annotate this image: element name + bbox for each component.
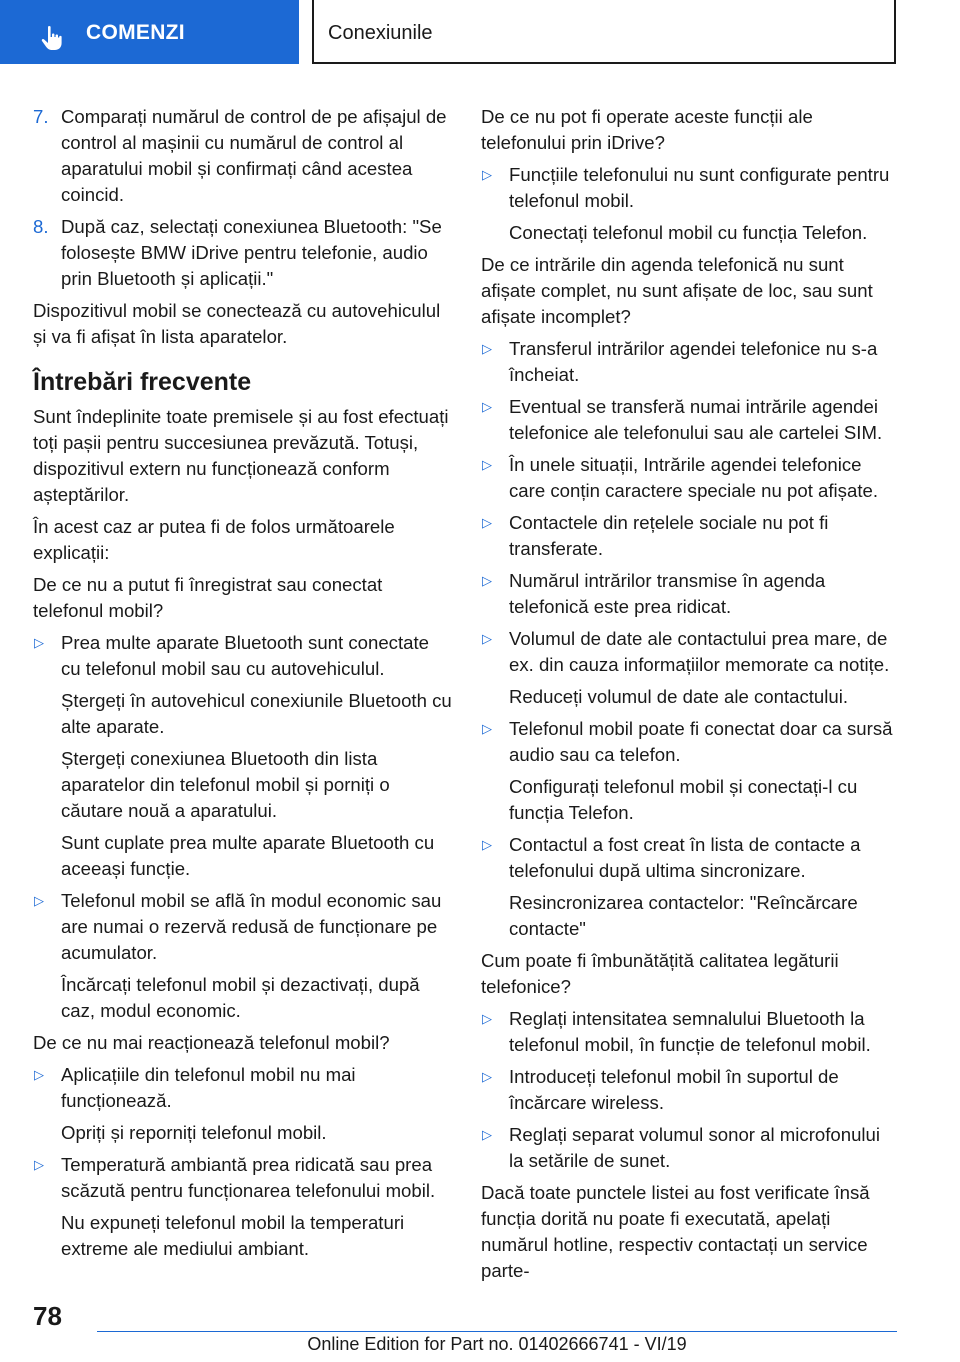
- list-item-text: Contactul a fost creat în lista de contacte a telefonului după ultima sincronizare.: [509, 834, 861, 881]
- triangle-bullet-icon: ▷: [482, 341, 492, 356]
- triangle-bullet-icon: ▷: [482, 573, 492, 588]
- list-item-text: Reglați separat volumul sonor al microfonului la setările de sunet.: [509, 1124, 881, 1171]
- triangle-bullet-icon: ▷: [482, 167, 492, 182]
- triangle-bullet-icon: ▷: [482, 515, 492, 530]
- question: De ce intrările din agenda telefonică nu sunt afișate complet, nu sunt afișate de loc, sau sunt afișate incomplet?: [481, 254, 873, 327]
- paragraph: Dacă toate punctele listei au fost verificate însă funcția dorită nu poate fi executată, apelați numărul hotline, respectiv contactați un service parte-: [481, 1182, 870, 1281]
- triangle-bullet-icon: ▷: [482, 837, 492, 852]
- footer-divider: [97, 1331, 897, 1332]
- list-item: [481, 716, 896, 768]
- list-item-text: Funcțiile telefonului nu sunt configurate pentru telefonul mobil.: [509, 164, 890, 211]
- triangle-bullet-icon: ▷: [482, 457, 492, 472]
- list-item: [33, 630, 453, 682]
- triangle-bullet-icon: ▷: [482, 1011, 492, 1026]
- list-item-detail: Încărcați telefonul mobil și dezactivați, după caz, modul economic.: [61, 974, 420, 1021]
- list-item-text: Reglați intensitatea semnalului Bluetooth la telefonul mobil, în funcție de telefonul mobil.: [509, 1008, 871, 1055]
- page-header: [0, 0, 960, 66]
- list-item-text: Telefonul mobil se află în modul economic sau are numai o rezervă redusă de funcționare pe acumulator.: [61, 890, 442, 963]
- step-number: 8.: [33, 216, 49, 237]
- triangle-bullet-icon: ▷: [34, 893, 44, 908]
- question: Cum poate fi îmbunătățită calitatea legăturii telefonice?: [481, 950, 839, 997]
- list-item-detail: Opriți și reporniți telefonul mobil.: [61, 1122, 327, 1143]
- list-item: [481, 162, 896, 214]
- tab-start[interactable]: [0, 0, 299, 64]
- step-item: [33, 104, 453, 208]
- question: De ce nu a putut fi înregistrat sau conectat telefonul mobil?: [33, 574, 383, 621]
- hand-pointer-icon: [38, 24, 66, 52]
- list-item: [481, 626, 896, 678]
- list-item-detail: Resincronizarea contactelor: "Reîncărcare contacte": [509, 892, 858, 939]
- list-item: [481, 1122, 896, 1174]
- list-item: [481, 832, 896, 884]
- triangle-bullet-icon: ▷: [482, 721, 492, 736]
- right-column: [481, 104, 896, 1290]
- triangle-bullet-icon: ▷: [482, 1127, 492, 1142]
- list-item-text: Aplicațiile din telefonul mobil nu mai funcționează.: [61, 1064, 356, 1111]
- triangle-bullet-icon: ▷: [34, 1157, 44, 1172]
- triangle-bullet-icon: ▷: [482, 631, 492, 646]
- list-item-detail: Configurați telefonul mobil și conectați-l cu funcția Telefon.: [509, 776, 858, 823]
- list-item: [33, 1152, 453, 1204]
- list-item-text: Temperatură ambiantă prea ridicată sau prea scăzută pentru funcționarea telefonului mobil.: [61, 1154, 436, 1201]
- tab-section[interactable]: [312, 0, 896, 64]
- list-item: [481, 1064, 896, 1116]
- list-item-text: Eventual se transferă numai intrările agendei telefonice ale telefonului sau ale cartelei SIM.: [509, 396, 883, 443]
- left-column: [33, 104, 453, 1268]
- tab-start-label: COMENZI: [86, 21, 185, 44]
- section-heading: Întrebări frecvente: [33, 368, 252, 396]
- footer-edition: Online Edition for Part no. 01402666741 - VI/19: [307, 1334, 687, 1354]
- step-item: [33, 214, 453, 292]
- list-item-text: Transferul intrărilor agendei telefonice nu s-a încheiat.: [509, 338, 878, 385]
- list-item: [481, 510, 896, 562]
- list-item-text: Numărul intrărilor transmise în agenda telefonică este prea ridicat.: [509, 570, 826, 617]
- triangle-bullet-icon: ▷: [482, 1069, 492, 1084]
- list-item: [33, 888, 453, 966]
- list-item-text: Telefonul mobil poate fi conectat doar ca sursă audio sau ca telefon.: [509, 718, 893, 765]
- step-text: După caz, selectați conexiunea Bluetooth: "Se folosește BMW iDrive pentru telefonie, audio prin Bluetooth și aplicații.": [61, 216, 442, 289]
- list-item: [481, 1006, 896, 1058]
- question: De ce nu mai reacționează telefonul mobil?: [33, 1032, 390, 1053]
- list-item-detail: Sunt cuplate prea multe aparate Bluetooth cu aceeași funcție.: [61, 832, 435, 879]
- list-item-text: Introduceți telefonul mobil în suportul de încărcare wireless.: [509, 1066, 839, 1113]
- list-item: [481, 568, 896, 620]
- step-text: Comparați numărul de control de pe afișajul de control al mașinii cu numărul de control al aparatului mobil și confirmați când acestea coincid.: [61, 106, 447, 205]
- triangle-bullet-icon: ▷: [482, 399, 492, 414]
- paragraph: Dispozitivul mobil se conectează cu autovehiculul și va fi afișat în lista aparatelor.: [33, 300, 441, 347]
- list-item-detail: Conectați telefonul mobil cu funcția Telefon.: [509, 222, 868, 243]
- list-item-text: Volumul de date ale contactului prea mare, de ex. din cauza informațiilor memorate ca notițe.: [509, 628, 890, 675]
- list-item: [481, 452, 896, 504]
- list-item-text: În unele situații, Intrările agendei telefonice care conțin caractere speciale nu pot afișate.: [509, 454, 878, 501]
- question: De ce nu pot fi operate aceste funcții ale telefonului prin iDrive?: [481, 106, 813, 153]
- triangle-bullet-icon: ▷: [34, 635, 44, 650]
- triangle-bullet-icon: ▷: [34, 1067, 44, 1082]
- paragraph: În acest caz ar putea fi de folos următoarele explicații:: [33, 516, 395, 563]
- list-item-detail: Nu expuneți telefonul mobil la temperaturi extreme ale mediului ambiant.: [61, 1212, 405, 1259]
- list-item: [481, 336, 896, 388]
- list-item: [481, 394, 896, 446]
- list-item-detail: Ștergeți în autovehicul conexiunile Bluetooth cu alte aparate.: [61, 690, 452, 737]
- list-item-text: Prea multe aparate Bluetooth sunt conectate cu telefonul mobil sau cu autovehiculul.: [61, 632, 429, 679]
- list-item-text: Contactele din rețelele sociale nu pot fi transferate.: [509, 512, 829, 559]
- list-item-detail: Reduceți volumul de date ale contactului.: [509, 686, 849, 707]
- list-item: [33, 1062, 453, 1114]
- step-number: 7.: [33, 106, 49, 127]
- page-number: 78: [33, 1301, 62, 1331]
- paragraph: Sunt îndeplinite toate premisele și au fost efectuați toți pașii pentru succesiunea prevăzută. Totuși, dispozitivul extern nu funcționează conform așteptărilor.: [33, 406, 449, 505]
- section-title: Conexiunile: [328, 22, 433, 44]
- list-item-detail: Ștergeți conexiunea Bluetooth din lista aparatelor din telefonul mobil și porniți o căutare nouă a aparatului.: [61, 748, 390, 821]
